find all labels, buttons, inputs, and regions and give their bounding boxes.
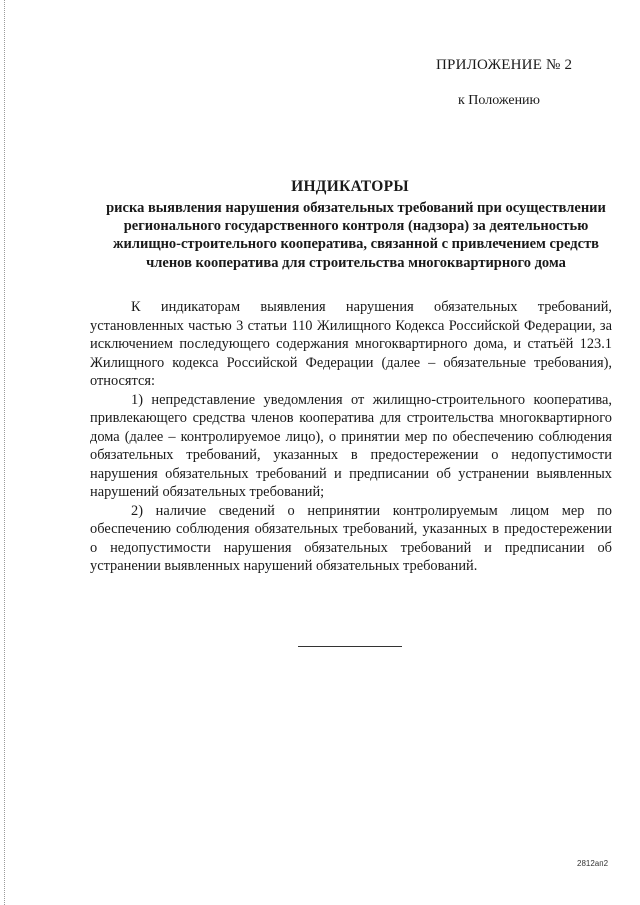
- regulation-reference: к Положению: [458, 93, 541, 108]
- indicator-item-1: 1) непредставление уведомления от жилищно-строительного кооператива, привлекающего средства членов кооператива для строительства многоквартирного дома (далее – контролируемое лицо), о принятии мер по обеспечению соблюдения обязательных требований, указанных в предостережении о недопустимости нарушения обязательных требований и предписании об устранении выявленных нарушений обязательных требований;: [90, 391, 612, 500]
- document-body: [90, 298, 612, 576]
- document-title: ИНДИКАТОРЫ: [291, 178, 409, 195]
- document-code: 2812ап2: [577, 859, 609, 868]
- scan-edge-line: [4, 0, 5, 905]
- indicator-item-2: 2) наличие сведений о непринятии контролируемым лицом мер по обеспечению соблюдения обязательных требований, указанных в предостережении о недопустимости нарушения обязательных требований и предписании об устранении выявленных нарушений обязательных требований.: [90, 502, 612, 574]
- document-subtitle: риска выявления нарушения обязательных требований при осуществлении регионального государственного контроля (надзора) за деятельностью жилищно-строительного кооператива, связанной с привлечением средств членов кооператива для строительства многоквартирного дома: [106, 200, 606, 271]
- intro-paragraph: К индикаторам выявления нарушения обязательных требований, установленных частью 3 статьи 110 Жилищного Кодекса Российской Федерации, за исключением последующего содержания многоквартирного дома, и статьёй 123.1 Жилищного кодекса Российской Федерации (далее – обязательные требования), относятся:: [90, 299, 612, 389]
- closing-separator-line: [298, 646, 402, 647]
- appendix-label: ПРИЛОЖЕНИЕ № 2: [436, 57, 573, 73]
